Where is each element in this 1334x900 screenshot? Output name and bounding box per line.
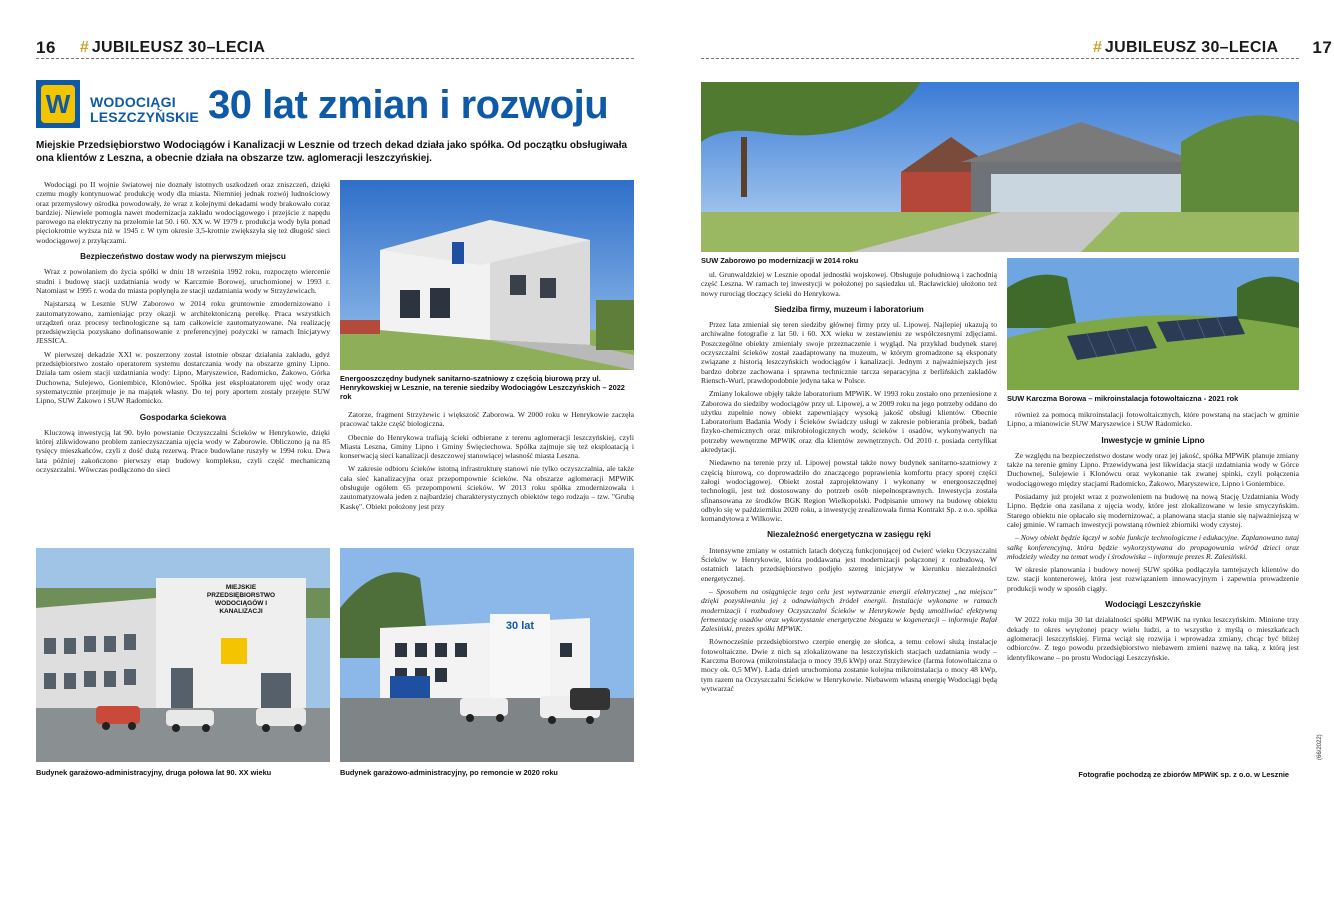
article-headline: 30 lat zmian i rozwoju (208, 83, 609, 127)
paragraph: Niedawno na terenie przy ul. Lipowej powstał także nowy budynek sanitarno-szatniowy z częścią biurową, co doprowadziło do znaczącego poprawienia komfortu pracy sporej części załogi wodociągowej. Obiekt został zaprojektowany i wykonany w energooszczędnej technologii, jest też dostosowany do potrzeb osób niepełnosprawnych. Inwestycja została sfinansowana ze środków BGK Region Wielkopolski. Podpisanie umowy na budowę obiektu odbyło się w październiku 2020 roku, a inwestycję zrealizowała firma Kontrakt Sp. z o.o. spółka komandytowa z Wilkowic. (701, 458, 997, 524)
article-lead: Miejskie Przedsiębiorstwo Wodociągów i Kanalizacji w Lesznie od trzech dekad działa jako spółka. Od początku obsługiwała ona klientów z Leszna, a obecnie działa na obszarze tzw. aglomeracji leszczyńskiej. (36, 140, 628, 164)
left-col1-text (36, 180, 330, 478)
page-number: 16 (36, 38, 56, 57)
subheading: Siedziba firmy, muzeum i laboratorium (774, 304, 924, 314)
paragraph: W 2022 roku mija 30 lat działalności spółki MPWiK na rynku leszczyńskim. Minione trzy dekady to okres wytężonej pracy wielu ludzi, a to wszystko z myślą o mieszkańcach aglomeracji leszczyńskiej. Firma wciąż się rozwija i wprowadza zmiany, chcąc być bliżej odbiorców. Z tego powodu przedsiębiorstwo niebawem zmieni nazwę na taką, z którą jest identyfikowane – po prostu Wodociągi Leszczyńskie. (1007, 615, 1299, 662)
paragraph: Posiadamy już projekt wraz z pozwoleniem na budowę na nową Stację Uzdatniania Wody Lipno. Będzie ona zasilana z ujęcia wody, które jest zlokalizowane w lesie smyczyńskim. Starego obiektu nie opłacało się modernizować, a planowana stacja stanie się najważniejszą w całej gminie. W ramach inwestycji powstaną również zbiorniki wody czystej. (1007, 492, 1299, 529)
paragraph: W zakresie odbioru ścieków istotną infrastrukturę stanowi nie tylko oczyszczalnia, ale także cała sieć kanalizacyjna oraz przepompownie ścieków. Na obszarze aglomeracji MPWiK obsługuje ogółem 65 przepompowni ścieków. W 2013 roku spółka zmodernizowała i zautomatyzowała jeden z najbardziej charakterystycznych obiektów tego rodzaju – tzw. "Grubą Kaskę". Obiekt położony jest przy (340, 464, 634, 511)
header-rule (701, 58, 1299, 59)
issue-code: (66/2022) (1317, 734, 1323, 760)
right-page (667, 0, 1334, 900)
left-col2-text (340, 410, 634, 515)
paragraph: Wodociągi po II wojnie światowej nie doznały istotnych uszkodzeń oraz zniszczeń, dzięki czemu mogły kontynuować produkcję wody dla miasta. Niemniej jednak rozwój ludnościowy oraz przemysłowy ośrodka powodowały, że wraz z kolejnymi dekadami wody brakowało coraz bardziej. Niewiele pomogła nawet modernizacja zakładu wodociągowego i przejście z napędu parowego na elektryczny na przełomie lat 50. i 60. XX w. W 1979 r. produkcja wody była ponad pięciokrotnie wyższa niż w 1945 r. W tym okresie 3,5-krotnie zwiększyła się też długość sieci wodociągowej z przyłączami. (36, 180, 330, 245)
header-rule (36, 58, 634, 59)
quote: – Nowy obiekt będzie łączył w sobie funkcje technologiczne i edukacyjne. Zaplanowano tutaj salkę konferencyjną, która będzie wykorzystywana do propagowania wśród dzieci oraz młodzieży wiedzy na temat wody i środowiska – informuje prezes R. Zalesiński. (1007, 533, 1299, 561)
photo-renovated-admin-building (340, 548, 634, 762)
caption-photo-solar-installation: SUW Karczma Borowa – mikroinstalacja fotowoltaiczna - 2021 rok (1007, 394, 1239, 403)
right-page-header (1093, 36, 1332, 60)
paragraph: Przez lata zmieniał się teren siedziby głównej firmy przy ul. Lipowej. Najlepiej ukazują to archiwalne fotografie z lat 50. i 60. XX wieku w zestawieniu ze współczesnymi zdjęciami. Poszczególne obiekty zmieniały swoje przeznaczenie i wygląd. Na przykład budynek starej oczyszczalni ścieków został zaadaptowany na muzeum, w którym gromadzone są eksponaty związane z historią leszczyńskich wodociągów i kanalizacji. Jednym z najważniejszych jest bardzo dobrze zachowana i sprawna technicznie tarcza separacyjna z berlińskich zakładów Riensch-Wurl, prawdopodobnie jedyna taka w Polsce. (701, 320, 997, 385)
paragraph: Obecnie do Henrykowa trafiają ścieki odbierane z terenu aglomeracji leszczyńskiej, czyli Miasta Leszna, Gminy Lipno i Gminy Święciechowa. Spółka zajmuje się też eksploatacją i konserwacją sieci kanalizacji deszczowej stanowiącej własność miasta Leszna. (340, 432, 634, 461)
paragraph: W okresie planowania i budowy nowej SUW spółka podłączyła tamtejszych klientów do tzw. stacji kontenerowej, która jest rozwiązaniem innowacyjnym i zapewnia prowadzenie produkcji wody w sposób ciągły. (1007, 565, 1299, 593)
caption-photo-old-admin-building: Budynek garażowo-administracyjny, druga połowa lat 90. XX wieku (36, 768, 272, 777)
subheading: Gospodarka ściekowa (139, 412, 227, 422)
logo-text (90, 95, 199, 125)
right-col2-text (1007, 410, 1299, 666)
section-hash: # (1093, 39, 1102, 56)
section-title: JUBILEUSZ 30–LECIA (1104, 39, 1279, 56)
section-title: JUBILEUSZ 30–LECIA (91, 39, 266, 56)
paragraph: Zatorze, fragment Strzyżewic i większość Zaborowa. W 2000 roku w Henrykowie zaczęła pracować także część biologiczna. (340, 410, 634, 429)
logo-line2: LESZCZYŃSKIE (90, 109, 199, 125)
company-logo (36, 80, 80, 128)
paragraph: Zmiany lokalowe objęły także laboratorium MPWiK. W 1993 roku zostało ono przeniesione z Zaborowa do siedziby wodociągów przy ul. Lipowej, a w 2009 roku na jego potrzeby oddano do użytku zupełnie nowy obiekt zapewniający wysoką jakość obsługi klientów. Obecnie Laboratorium Badania Wody i Ścieków świadczy usługi w zakresie pobierania próbek, badań fizyko-chemicznych oraz mikrobiologicznych wody, ścieków i osadów, wykonywanych na potrzeby wewnętrzne MPWiK oraz dla klientów zewnętrznych. Od 2010 r. posiada certyfikat akredytacji. (701, 389, 997, 455)
photo-old-admin-building (36, 548, 330, 762)
section-hash: # (79, 39, 89, 56)
subheading: Wodociągi Leszczyńskie (1105, 600, 1201, 610)
caption-photo-suw-zaborowo: SUW Zaborowo po modernizacji w 2014 roku (701, 256, 859, 265)
logo-symbol: W (41, 85, 75, 123)
photo-credit: Fotografie pochodzą ze zbiorów MPWiK sp. z o.o. w Lesznie (1078, 770, 1289, 779)
paragraph: Kluczową inwestycją lat 90. było powstanie Oczyszczalni Ścieków w Henrykowie, dzięki której zlikwidowano problem zanieczyszczania ujęcia wody w Zaborowie. Obliczono ją na 85 tysięcy mieszkańców, czyli z dość dużą rezerwą. Prace budowlane ruszyły w 1994 roku. Dwa lata później zakończono pierwszy etap budowy kompleksu, czyli część mechaniczną oczyszczalni. Wówczas podłączono do sieci (36, 427, 330, 475)
paragraph: W pierwszej dekadzie XXI w. poszerzony został istotnie obszar działania zakładu, gdyż przedsiębiorstwo zostało operatorem systemu dostarczania wody na obszarze gminy Lipno. Działa tam osiem stacji uzdatniania wody: Lipno, Maryszewice, Radomicko, Żakowo, Górka Duchowna, Sulejewo, Goniembice, Klonówiec. Spółka jest eksploatatorem ujęć wody oraz systematycznie przejmuje je na majątek własny. Do tej pory aportem zostały przejęte SUW Lipno, SUW Żakowo i SUW Radomicko. (36, 349, 330, 406)
paragraph: Wraz z powołaniem do życia spółki w dniu 18 września 1992 roku, rozpoczęto wiercenie studni i budowę stacji uzdatniania wody w Karczmie Borowej, uruchomionej w 1993 r. Natomiast w 1995 r. woda do miasta popłynęła ze stacji uzdatniania wody w Strzyżewicach. (36, 267, 330, 295)
subheading: Bezpieczeństwo dostaw wody na pierwszym miejscu (80, 252, 286, 262)
quote: – Sposobem na osiągnięcie tego celu jest wytwarzanie energii elektrycznej „na miejscu” dzięki pozyskiwaniu jej z odnawialnych źródeł energii. Instalacje wykonane w ramach modernizacji i rozbudowy Oczyszczalni Ścieków w Henrykowie będą umożliwiać efektywną fermentację osadów oraz wykorzystanie energetyczne biogazu w kogeneracji – informuje Rafał Zalesiński, prezes spółki MPWiK. (701, 586, 997, 634)
paragraph: również za pomocą mikroinstalacji fotowoltaicznych, które powstaną na stacjach w gminie Lipno, a mianowicie SUW Maryszewice i SUW Radomicko. (1007, 410, 1299, 429)
old-building-sign: MIEJSKIE PRZEDSIĘBIORSTWO WODOCIĄGÓW I KANALIZACJI (206, 584, 276, 615)
renovated-building-sign: 30 lat (505, 620, 535, 632)
paragraph: Najstarszą w Lesznie SUW Zaborowo w 2014 roku gruntownie zmodernizowano i zautomatyzowano, zamieniając przy okazji w architektoniczną perełkę. Praca wszystkich urządzeń oraz procesy technologiczne są tam całkowicie zautomatyzowane. Na realizację przedsięwzięcia pozyskano dofinansowanie z preferencyjnej pożyczki w ramach Inicjatywy JESSICA. (36, 299, 330, 346)
left-page-header (36, 36, 265, 60)
paragraph: Intensywne zmiany w ostatnich latach dotyczą funkcjonującej od ćwierć wieku Oczyszczalni Ścieków w Henrykowie, która poddawana jest modernizacji połączonej z rozbudową. W ostatnich latach przedsiębiorstwo podjęło szereg inicjatyw w kierunku niezależności energetycznej. (701, 545, 997, 583)
photo-modern-building (340, 180, 634, 370)
paragraph: Ze względu na bezpieczeństwo dostaw wody oraz jej jakość, spółka MPWiK planuje zmiany także na terenie gminy Lipno. Przewidywana jest likwidacja stacji uzdatniania wody w Górce Duchownej, Sulejewie i Klonówcu oraz wykonanie tak zwanej spinki, czyli połączenia wodociągowego między stacjami Radomicko, Żakowo, Maryszewice, Lipno i Goniembice. (1007, 450, 1299, 488)
right-col1-text (701, 270, 997, 697)
subheading: Niezależność energetyczna w zasięgu ręki (767, 530, 931, 540)
page-number: 17 (1312, 38, 1333, 57)
caption-photo-renovated-admin-building: Budynek garażowo-administracyjny, po remoncie w 2020 roku (340, 768, 558, 777)
paragraph: Równocześnie przedsiębiorstwo czerpie energię ze słońca, a temu celowi służą instalacje fotowoltaiczne. Dwie z nich są zlokalizowane na leszczyńskich stacjach uzdatniania wody – Karczma Borowa (mikroinstalacja o mocy 39,6 kWp) oraz Strzyżewice (farma fotowoltaiczna o mocy ok. 0,5 MW). Łada dzień uruchomiona zostanie kolejna mikroinstalacja o mocy 48 kWp, tym razem na Oczyszczalni Ścieków w Henrykowie. Niebawem własną energię Wodociągi będą wytwarzać (701, 637, 997, 693)
logo-line1: WODOCIĄGI (90, 94, 176, 110)
photo-suw-zaborowo (701, 82, 1299, 252)
photo-solar-installation (1007, 258, 1299, 390)
caption-photo-modern-building: Energooszczędny budynek sanitarno-szatniowy z częścią biurową przy ul. Henrykowskiej w Lesznie, na terenie siedziby Wodociągów Leszczyńskich – 2022 rok (340, 374, 625, 401)
paragraph: ul. Grunwaldzkiej w Lesznie opodal jednostki wojskowej. Obsługuje południową i zachodnią część Leszna. W ramach tej inwestycji w położonej po sąsiedzku ul. Racławickiej ułożono też nowy rurociąg tłoczący ścieki do Henrykowa. (701, 270, 997, 298)
subheading: Inwestycje w gminie Lipno (1101, 435, 1205, 445)
